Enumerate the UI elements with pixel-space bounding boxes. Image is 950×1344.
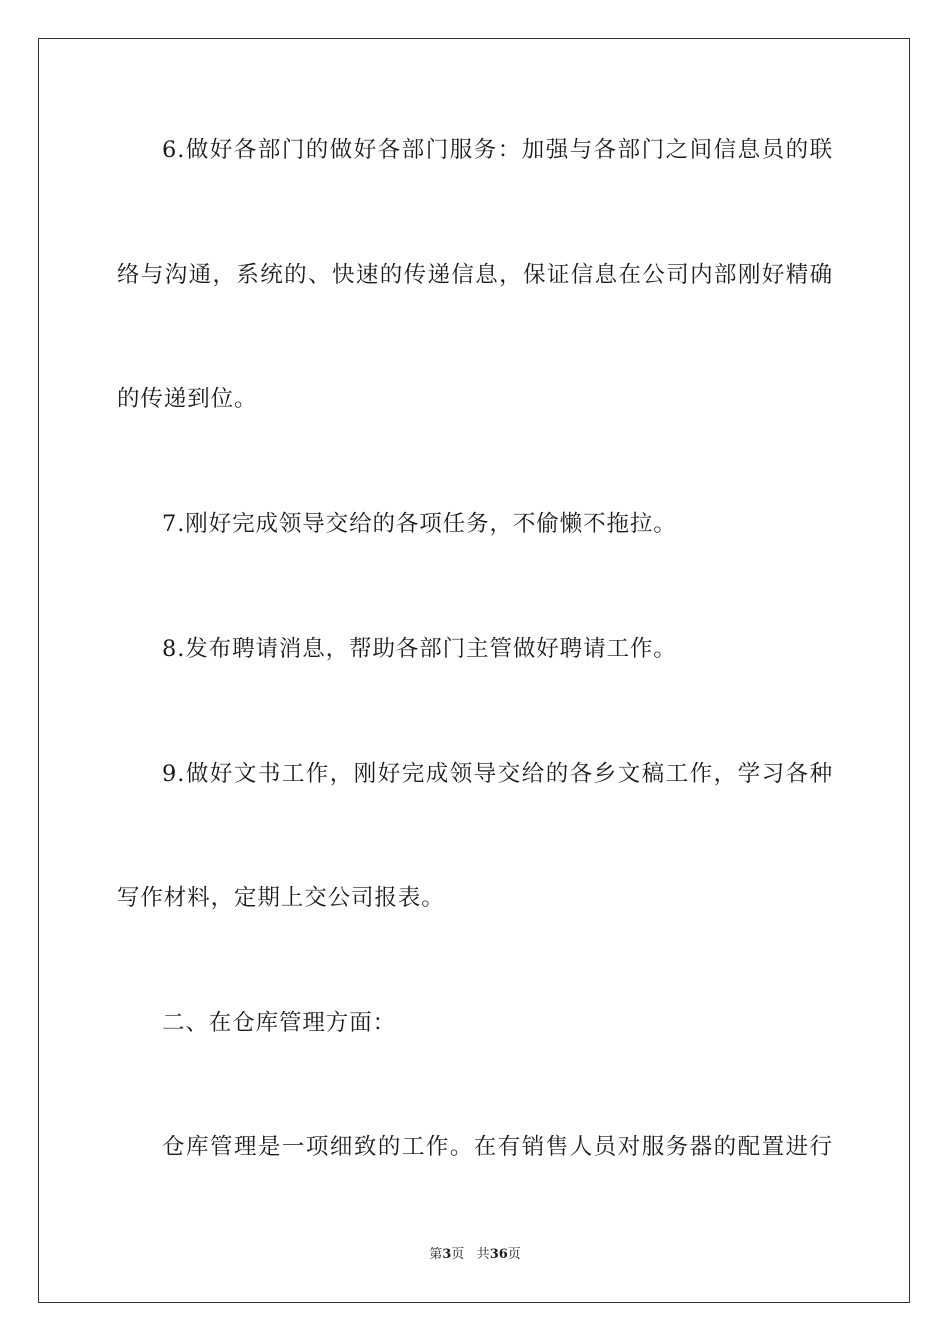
page-footer	[0, 1246, 950, 1264]
paragraph-line: 6.做好各部门的做好各部门服务：加强与各部门之间信息员的联	[162, 137, 833, 163]
current-page-number: 3	[442, 1247, 452, 1262]
total-label-prefix: 共	[476, 1247, 490, 1262]
section-heading: 二、在仓库管理方面：	[162, 1010, 397, 1036]
paragraph-line: 7.刚好完成领导交给的各项任务，不偷懒不拖拉。	[162, 511, 677, 537]
paragraph-line: 络与沟通，系统的、快速的传递信息，保证信息在公司内部刚好精确	[117, 262, 833, 288]
paragraph-line: 9.做好文书工作，刚好完成领导交给的各乡文稿工作，学习各种	[162, 761, 833, 787]
total-page-count: 36	[489, 1247, 508, 1262]
total-label-suffix: 页	[507, 1247, 521, 1262]
paragraph-line: 8.发布聘请消息，帮助各部门主管做好聘请工作。	[162, 636, 677, 662]
page-label-prefix: 第	[429, 1247, 443, 1262]
page-border	[38, 38, 910, 1303]
paragraph-line: 的传递到位。	[117, 386, 258, 412]
page-label-suffix: 页	[451, 1247, 465, 1262]
paragraph-line: 仓库管理是一项细致的工作。在有销售人员对服务器的配置进行	[162, 1134, 833, 1160]
paragraph-line: 写作材料，定期上交公司报表。	[117, 885, 445, 911]
